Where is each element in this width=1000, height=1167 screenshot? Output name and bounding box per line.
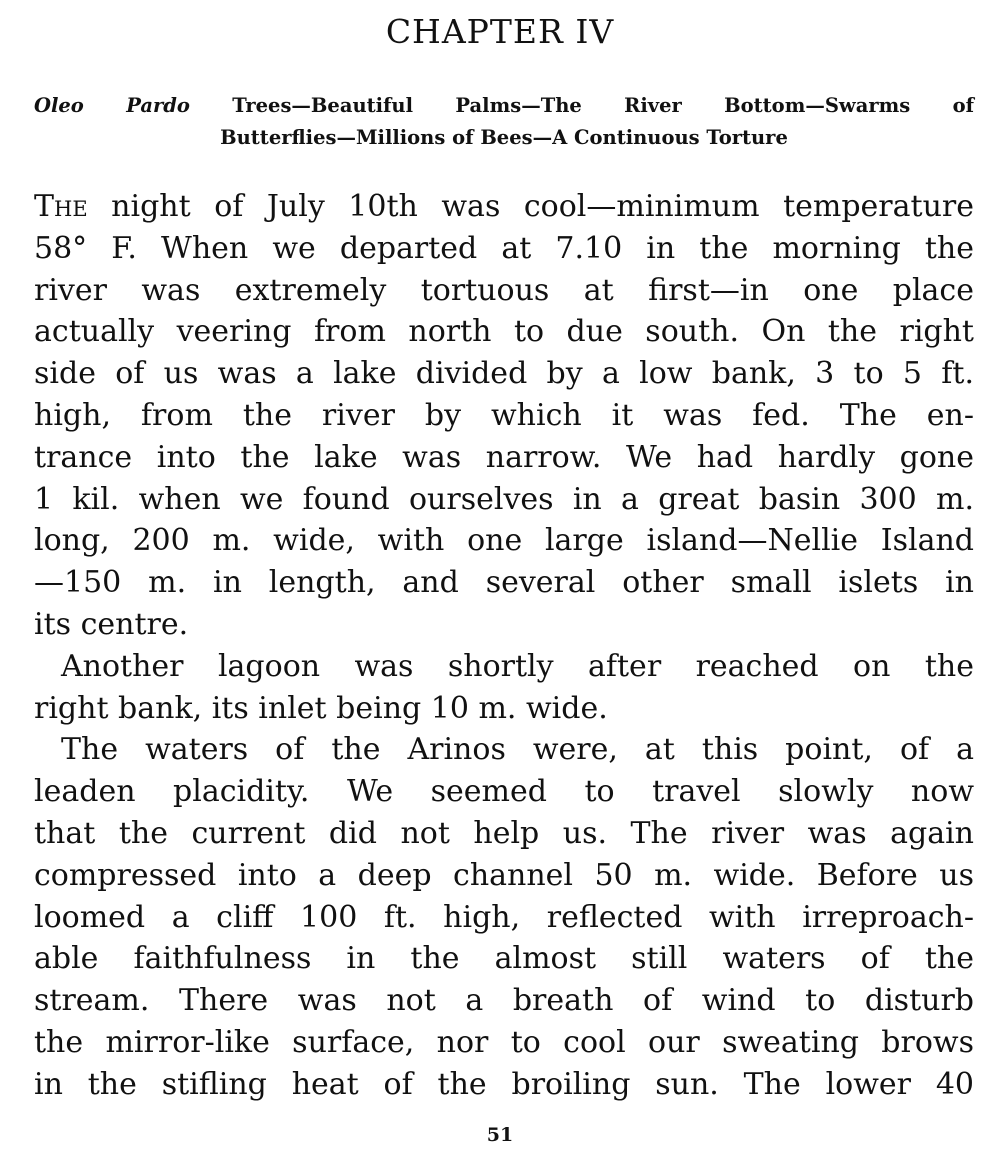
paragraph-1-line-1: [34, 186, 974, 228]
paragraph-1-line: 1 kil. when we found ourselves in a great basin 300 m.: [34, 481, 974, 517]
paragraph-3-line: loomed a cliff 100 ft. high, reflected with irreproach-: [34, 899, 974, 935]
summary-line-1-text: Trees—Beautiful Palms—The River Bottom—Swarms of: [189, 94, 974, 117]
paragraph-1-line: —150 m. in length, and several other small islets in: [34, 565, 974, 601]
paragraph-3-line: that the current did not help us. The river was again: [34, 815, 974, 851]
paragraph-1-line: river was extremely tortuous at first—in one place: [34, 272, 974, 308]
paragraph-3-line: leaden placidity. We seemed to travel slowly now: [34, 774, 974, 810]
page-number: 51: [486, 1124, 514, 1146]
paragraph-1-line-1-text: night of July 10th was cool—minimum temperature: [87, 189, 974, 224]
paragraph-1-line: trance into the lake was narrow. We had hardly gone: [34, 439, 974, 475]
chapter-summary: [34, 90, 974, 154]
paragraph-1-last-line: its centre.: [34, 606, 189, 642]
paragraph-3-line: The waters of the Arinos were, at this point, of a: [61, 732, 974, 768]
paragraph-1-line: long, 200 m. wide, with one large island—Nellie Island: [34, 523, 974, 559]
paragraph-3-line: compressed into a deep channel 50 m. wide. Before us: [34, 857, 974, 893]
paragraph-1-line: side of us was a lake divided by a low bank, 3 to 5 ft.: [34, 356, 974, 392]
paragraph-3-line: stream. There was not a breath of wind to disturb: [34, 983, 974, 1019]
summary-line-1: [34, 90, 974, 122]
summary-italic-term: Oleo Pardo: [34, 94, 190, 117]
lead-word: The: [34, 189, 88, 224]
paragraph-2-last-line: right bank, its inlet being 10 m. wide.: [34, 690, 608, 726]
paragraph-1-line: actually veering from north to due south. On the right: [34, 314, 974, 350]
chapter-heading: CHAPTER IV: [385, 12, 615, 51]
paragraph-1-line: high, from the river by which it was fed. The en-: [34, 397, 974, 433]
chapter-body: [34, 186, 974, 1106]
paragraph-3-line: able faithfulness in the almost still waters of the: [34, 941, 974, 977]
paragraph-1-line: 58° F. When we departed at 7.10 in the morning the: [34, 230, 974, 266]
paragraph-2-line: Another lagoon was shortly after reached on the: [61, 648, 974, 684]
paragraph-3-line: the mirror-like surface, nor to cool our sweating brows: [34, 1024, 974, 1060]
paragraph-3-line: in the stifling heat of the broiling sun. The lower 40: [34, 1066, 974, 1102]
summary-line-2: Butterflies—Millions of Bees—A Continuous Torture: [220, 126, 788, 149]
